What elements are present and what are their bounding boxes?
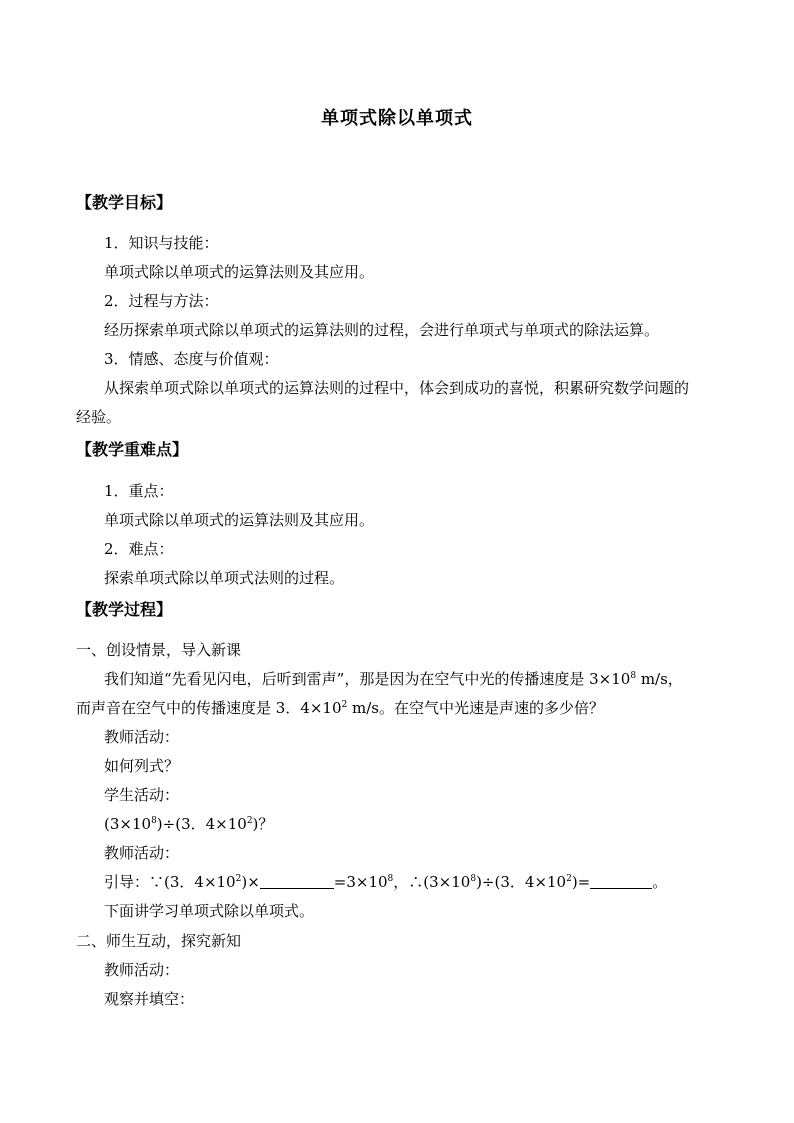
p1a-exponent: 8 xyxy=(630,671,637,681)
goal-item-1-label: 1．知识与技能： xyxy=(104,234,219,252)
guide-part-b: )× xyxy=(241,873,260,891)
how-to-question: 如何列式？ xyxy=(104,757,180,775)
expr-part-b: )÷(3．4×10 xyxy=(156,815,247,833)
expr-exp-a: 8 xyxy=(151,816,157,826)
guide-part-a: 引导：∵(3．4×10 xyxy=(104,873,236,891)
fill-blank-2[interactable] xyxy=(590,874,652,889)
expression-line xyxy=(104,814,273,834)
p1b-end-text: m/s。在空气中光速是声速的多少倍？ xyxy=(347,699,604,717)
document-title: 单项式除以单项式 xyxy=(321,108,473,129)
difficulty-item-1-label: 1．重点： xyxy=(104,482,174,500)
section-heading-difficulty: 【教学重难点】 xyxy=(76,440,189,459)
guide-line xyxy=(104,872,667,892)
guide-part-e: )÷(3．4×10 xyxy=(476,873,567,891)
difficulty-item-2-text: 探索单项式除以单项式法则的过程。 xyxy=(104,569,345,587)
goal-item-3-label: 3．情感、态度与价值观： xyxy=(104,350,279,368)
p1b-text: 而声音在空气中的传播速度是 3．4×10 xyxy=(76,699,342,717)
section-heading-goals: 【教学目标】 xyxy=(76,193,173,212)
process-part1-title: 一、创设情景，导入新课 xyxy=(76,641,242,659)
teacher-activity-2: 教师活动： xyxy=(104,844,180,862)
teacher-activity-1: 教师活动： xyxy=(104,728,180,746)
expr-part-a: (3×10 xyxy=(104,815,152,833)
guide-exp-3: 8 xyxy=(470,874,477,884)
goal-item-3-text-line2: 经验。 xyxy=(76,408,122,426)
guide-part-c: =3×10 xyxy=(333,873,388,891)
goal-item-1-text: 单项式除以单项式的运算法则及其应用。 xyxy=(104,263,375,281)
guide-exp-1: 2 xyxy=(235,874,242,884)
goal-item-2-label: 2．过程与方法： xyxy=(104,292,219,310)
process-paragraph-1-line2 xyxy=(76,698,604,718)
goal-item-3-text-line1: 从探索单项式除以单项式的运算法则的过程中，体会到成功的喜悦，积累研究数学问题的 xyxy=(104,379,690,397)
difficulty-item-1-text: 单项式除以单项式的运算法则及其应用。 xyxy=(104,511,375,529)
next-lesson-line: 下面讲学习单项式除以单项式。 xyxy=(104,902,315,920)
p1a-text: 我们知道“先看见闪电，后听到雷声”，那是因为在空气中光的传播速度是 3×10 xyxy=(104,670,631,688)
guide-exp-4: 2 xyxy=(566,874,572,884)
guide-part-d: ，∴(3×10 xyxy=(393,873,471,891)
expr-exp-b: 2 xyxy=(246,816,253,826)
p1a-end-text: m/s， xyxy=(636,670,683,688)
observe-instruction: 观察并填空： xyxy=(104,990,195,1008)
guide-exp-2: 8 xyxy=(387,874,394,884)
teacher-activity-3: 教师活动： xyxy=(104,961,180,979)
section-heading-process: 【教学过程】 xyxy=(76,600,173,619)
process-paragraph-1-line1 xyxy=(104,669,683,689)
fill-blank-1[interactable] xyxy=(260,874,334,889)
expr-end: )？ xyxy=(252,815,274,833)
goal-item-2-text: 经历探索单项式除以单项式的运算法则的过程，会进行单项式与单项式的除法运算。 xyxy=(104,321,660,339)
student-activity: 学生活动： xyxy=(104,786,180,804)
process-part2-title: 二、师生互动，探究新知 xyxy=(76,932,242,950)
difficulty-item-2-label: 2．难点： xyxy=(104,540,174,558)
guide-part-g: 。 xyxy=(652,873,668,891)
p1b-exponent: 2 xyxy=(341,700,348,710)
guide-part-f: )= xyxy=(571,873,591,891)
